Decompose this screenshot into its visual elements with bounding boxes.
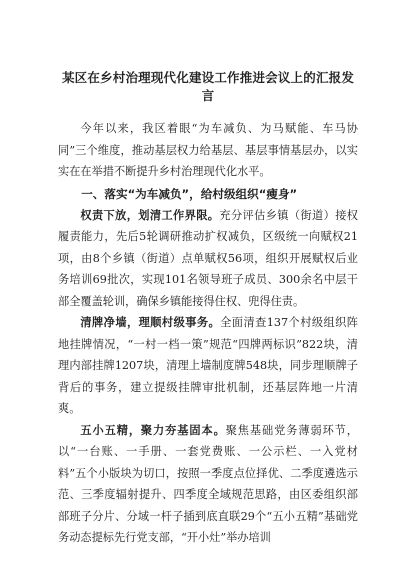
paragraph-3 bbox=[58, 420, 358, 549]
paragraph-3-lead: 五小五精，聚力夯基固本。 bbox=[80, 423, 226, 437]
paragraph-1 bbox=[58, 205, 358, 313]
section-heading-1: 一、落实“为车减负”，给村级组织“瘦身” bbox=[81, 186, 298, 201]
paragraph-2-body: 全面清查137个村级组织阵地挂牌情况，“一村一档一策”规范“四牌两标识”822块，清理内部挂牌1207块，清理上墙制度牌548块，同步理顺牌子背后的事务，建立提级挂牌审批机制，还基层阵地一片清爽。 bbox=[58, 316, 358, 415]
intro-paragraph: 今年以来，我区着眼“为车减负、为马赋能、车马协同”三个维度，推动基层权力给基层、基层事情基层办，以实实在在举措不断提升乡村治理现代化水平。 bbox=[58, 122, 358, 178]
paragraph-1-lead: 权责下放，划清工作界限。 bbox=[80, 208, 220, 222]
document-title: 某区在乡村治理现代化建设工作推进会议上的汇报发言 bbox=[61, 70, 355, 103]
paragraph-3-body: 聚焦基础党务薄弱环节，以“一台账、一手册、一套党费账、一公示栏、一入党材料”五个小版块为切口，按照一季度点位择优、二季度遴选示范、三季度辐射提升、四季度全域规范思路，由区委组织部部班子分片、分域一杆子插到底直联29个“五小五精”基础党务动态提标先行党支部，“开小灶”举办培训 bbox=[58, 423, 358, 544]
paragraph-2-lead: 清牌净墙，理顺村级事务。 bbox=[80, 316, 221, 329]
paragraph-2 bbox=[58, 312, 358, 420]
paragraph-1-body: 充分评估乡镇（街道）接权履责能力，先后5轮调研推动扩权减负，区级统一向赋权21项，由8个乡镇（街道）点单赋权56项，组织开展赋权后业务培训69批次，实现101名领导班子成员、300余名中层干部全覆盖轮训，确保乡镇能接得住权、兜得住责。 bbox=[58, 208, 358, 308]
